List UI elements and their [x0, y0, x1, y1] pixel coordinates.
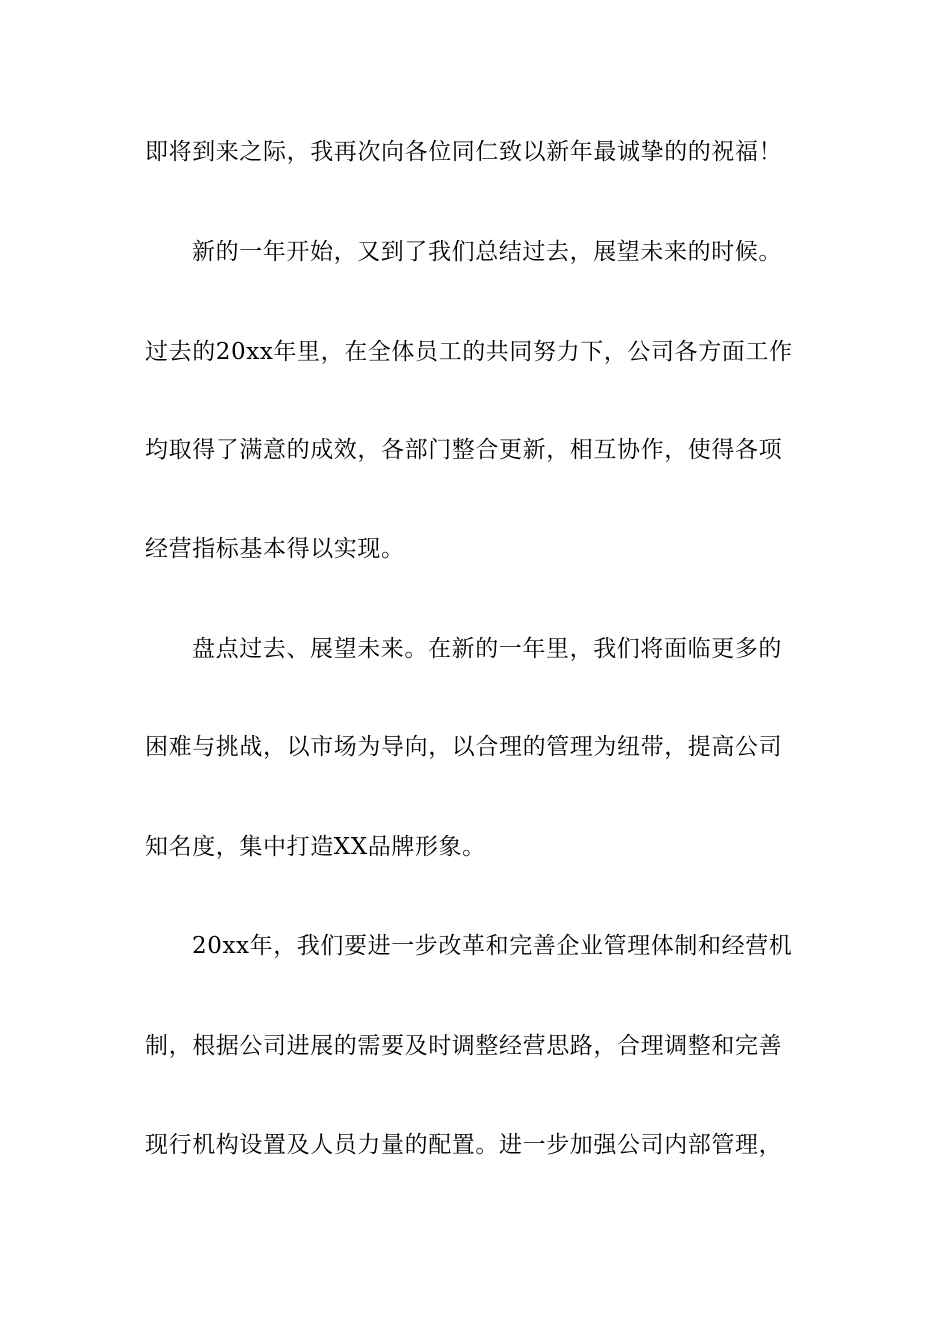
text-line: 知名度，集中打造XX品牌形象。	[145, 834, 486, 860]
text-line: 制，根据公司进展的需要及时调整经营思路，合理调整和完善	[145, 1033, 783, 1059]
text-line: 现行机构设置及人员力量的配置。进一步加强公司内部管理，	[145, 1132, 783, 1158]
text-line: 均取得了满意的成效，各部门整合更新，相互协作，使得各项	[145, 437, 783, 463]
text-line: 经营指标基本得以实现。	[145, 536, 405, 562]
paragraph-first-line: 20xx年，我们要进一步改革和完善企业管理体制和经营机	[192, 933, 793, 959]
text-line: 即将到来之际，我再次向各位同仁致以新年最诚挚的的祝福！	[145, 139, 783, 165]
text-line: 困难与挑战，以市场为导向，以合理的管理为纽带，提高公司	[145, 734, 783, 760]
text-line: 过去的20xx年里，在全体员工的共同努力下，公司各方面工作	[145, 339, 793, 365]
paragraph-first-line: 盘点过去、展望未来。在新的一年里，我们将面临更多的	[192, 636, 782, 662]
paragraph-first-line: 新的一年开始，又到了我们总结过去，展望未来的时候。	[192, 239, 782, 265]
